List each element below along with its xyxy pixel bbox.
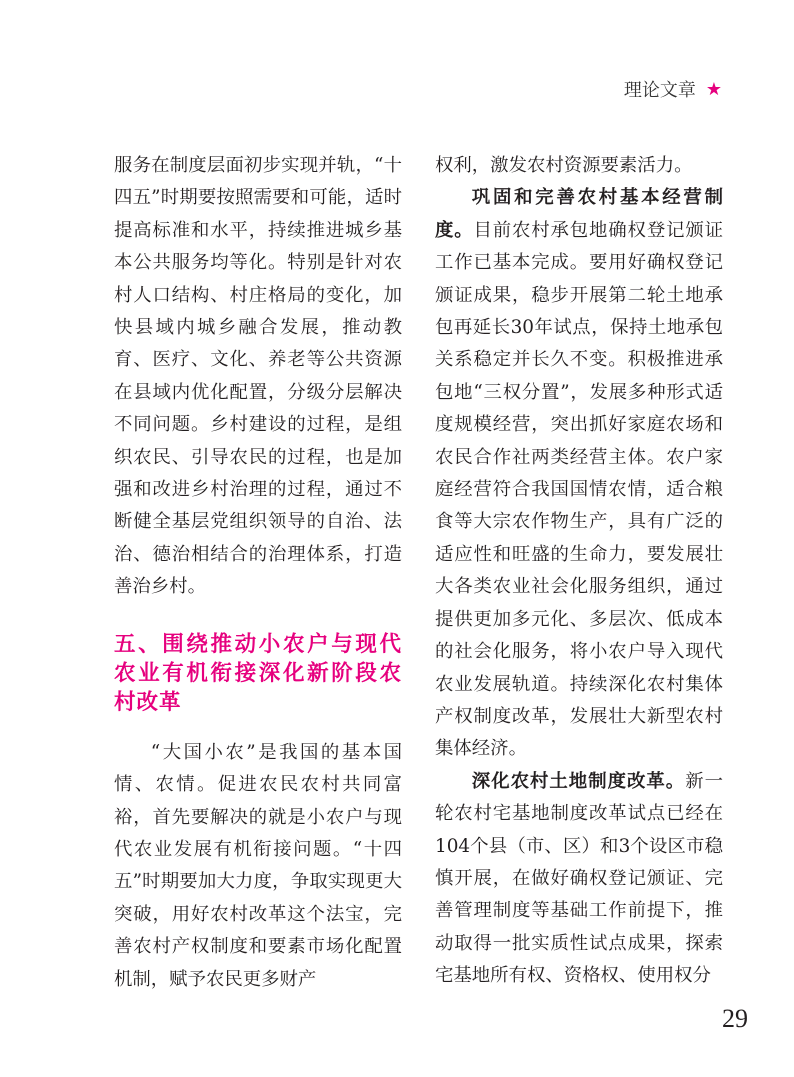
left-column xyxy=(114,150,402,996)
paragraph xyxy=(435,766,723,993)
star-icon: ★ xyxy=(705,78,722,100)
paragraph-body: 目前农村承包地确权登记颁证工作已基本完成。要用好确权登记颁证成果，稳步开展第二轮土地承包再延长30年试点，保持土地承包关系稳定并长久不变。积极推进承包地“三权分置”，发展多种形式适度规模经营，突出抓好家庭农场和农民合作社两类经营主体。农户家庭经营符合我国国情农情，适合粮食等大宗农作物生产，具有广泛的适应性和旺盛的生命力，要发展壮大各类农业社会化服务组织，通过提供更加多元化、多层次、低成本的社会化服务，将小农户导入现代农业发展轨道。持续深化农村集体产权制度改革，发展壮大新型农村集体经济。 xyxy=(435,219,723,760)
subheading: 深化农村土地制度改革。 xyxy=(471,770,686,792)
paragraph: 权利，激发农村资源要素活力。 xyxy=(435,155,693,176)
right-column xyxy=(435,150,723,993)
page-number: 29 xyxy=(722,1004,748,1033)
subheading: 巩固和完善农村基本经营制度。 xyxy=(435,187,723,241)
section-title: 理论文章 xyxy=(623,80,696,101)
section-heading: 五、围绕推动小农户与现代农业有机衔接深化新阶段农村改革 xyxy=(114,631,402,715)
paragraph-body: 新一轮农村宅基地制度改革试点已经在104个县（市、区）和3个设区市稳慎开展，在做好确权登记颁证、完善管理制度等基础工作前提下，推动取得一批实质性试点成果，探索宅基地所有权、资格权、使用权分 xyxy=(435,770,723,987)
section-header xyxy=(624,76,722,102)
paragraph xyxy=(435,182,723,765)
paragraph: “大国小农”是我国的基本国情、农情。促进农民农村共同富裕，首先要解决的就是小农户与现代农业发展有机衔接问题。“十四五”时期要加大力度，争取实现更大突破，用好农村改革这个法宝，完善农村产权制度和要素市场化配置机制，赋予农民更多财产 xyxy=(114,741,402,990)
paragraph: 服务在制度层面初步实现并轨，“十四五”时期要按照需要和可能，适时提高标准和水平，持续推进城乡基本公共服务均等化。特别是针对农村人口结构、村庄格局的变化，加快县域内城乡融合发展，推动教育、医疗、文化、养老等公共资源在县域内优化配置，分级分层解决不同问题。乡村建设的过程，是组织农民、引导农民的过程，也是加强和改进乡村治理的过程，通过不断健全基层党组织领导的自治、法治、德治相结合的治理体系，打造善治乡村。 xyxy=(114,155,402,598)
